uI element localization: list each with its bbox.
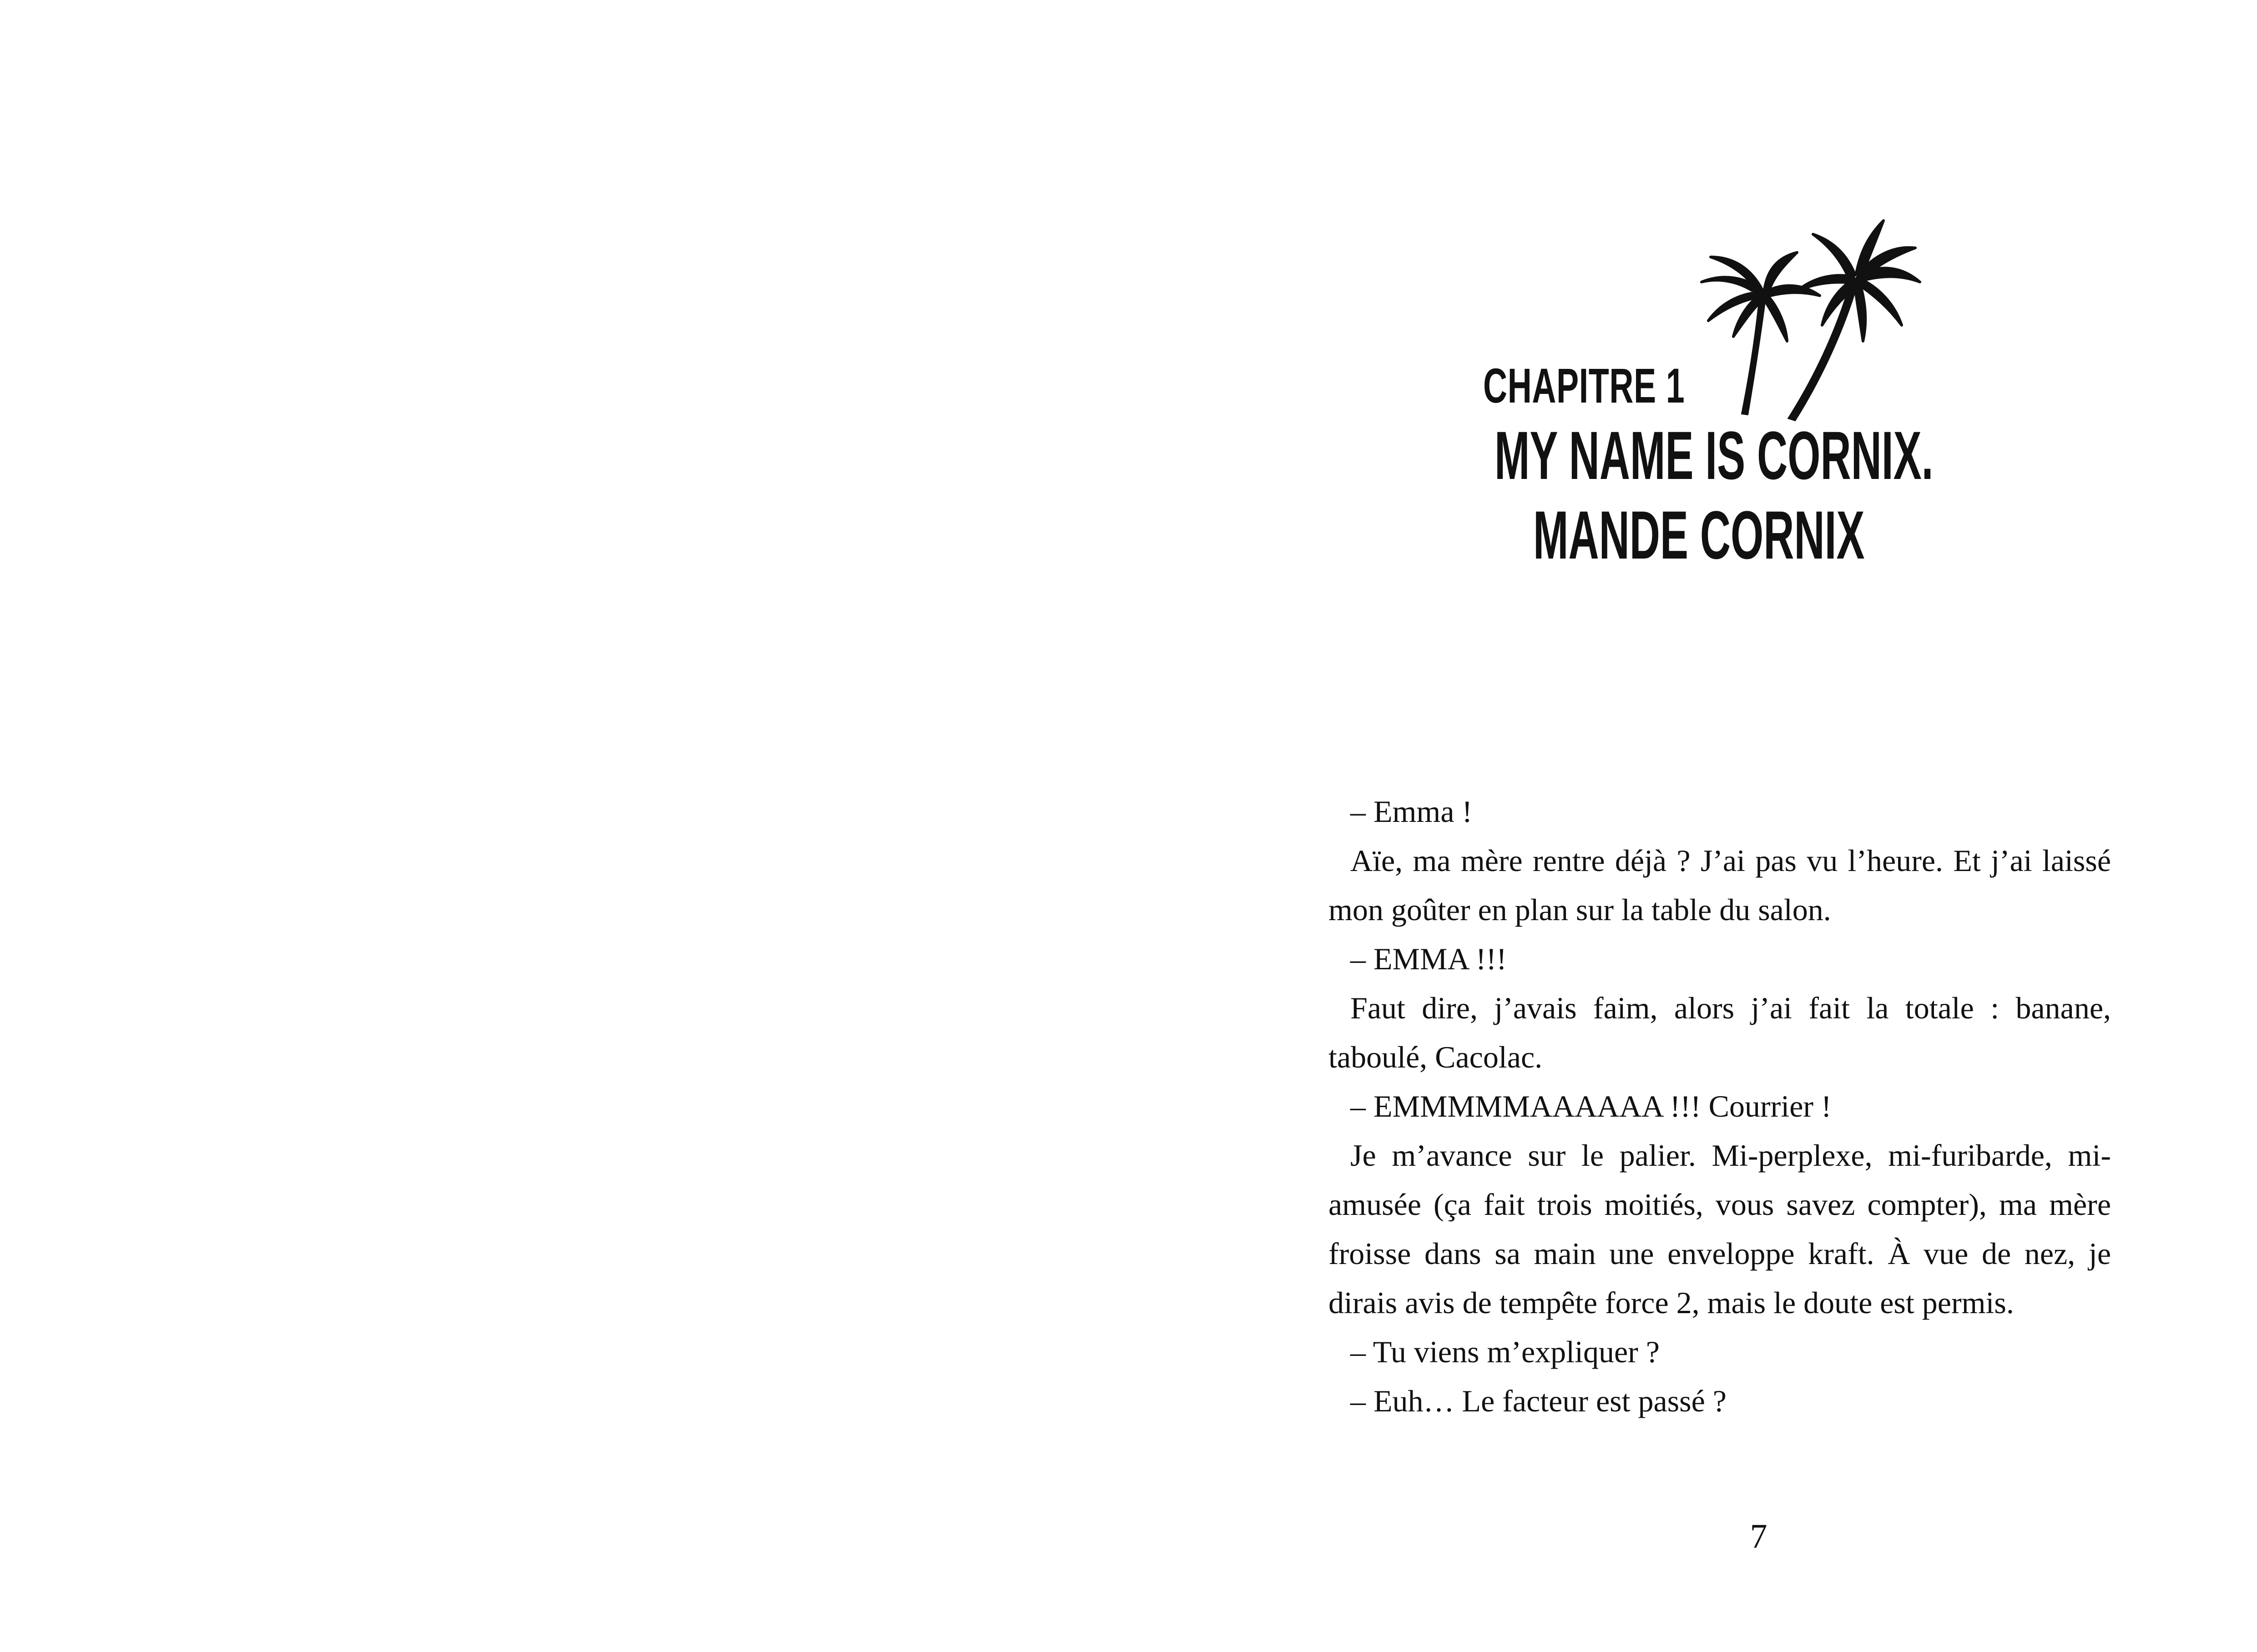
- paragraph: – EMMMMMAAAAAA !!! Courrier !: [1350, 1089, 1832, 1123]
- chapter-title-line-1: MY NAME IS CORNIX.: [1495, 417, 1934, 494]
- chapter-heading: [1128, 0, 2257, 637]
- paragraph: – EMMA !!!: [1350, 942, 1507, 976]
- paragraph: Aïe, ma mère rentre déjà ? J’ai pas vu l’heure. Et j’ai laissé mon goûter en plan sur la table du salon.: [1328, 843, 2111, 927]
- paragraph: – Euh… Le facteur est passé ?: [1350, 1384, 1727, 1418]
- right-page: [1128, 0, 2257, 1652]
- chapter-label: CHAPITRE 1: [1483, 358, 1685, 413]
- paragraph: – Tu viens m’expliquer ?: [1350, 1335, 1660, 1369]
- paragraph: – Emma !: [1350, 794, 1473, 829]
- body-text: [1328, 787, 2111, 1425]
- paragraph: Je m’avance sur le palier. Mi-perplexe, mi-furibarde, mi-amusée (ça fait trois moitiés, vous savez compter), ma mère froisse dans sa main une enveloppe kraft. À vue de nez, je dirais avis de tempête force 2, mais le doute est permis.: [1328, 1138, 2111, 1320]
- paragraph: Faut dire, j’avais faim, alors j’ai fait la totale : banane, taboulé, Cacolac.: [1328, 991, 2111, 1074]
- palm-trees-icon: [1683, 214, 1938, 423]
- left-page-blank: [0, 0, 1128, 1652]
- page-number: 7: [1750, 1517, 1767, 1556]
- chapter-title-line-2: MANDE CORNIX: [1533, 497, 1865, 573]
